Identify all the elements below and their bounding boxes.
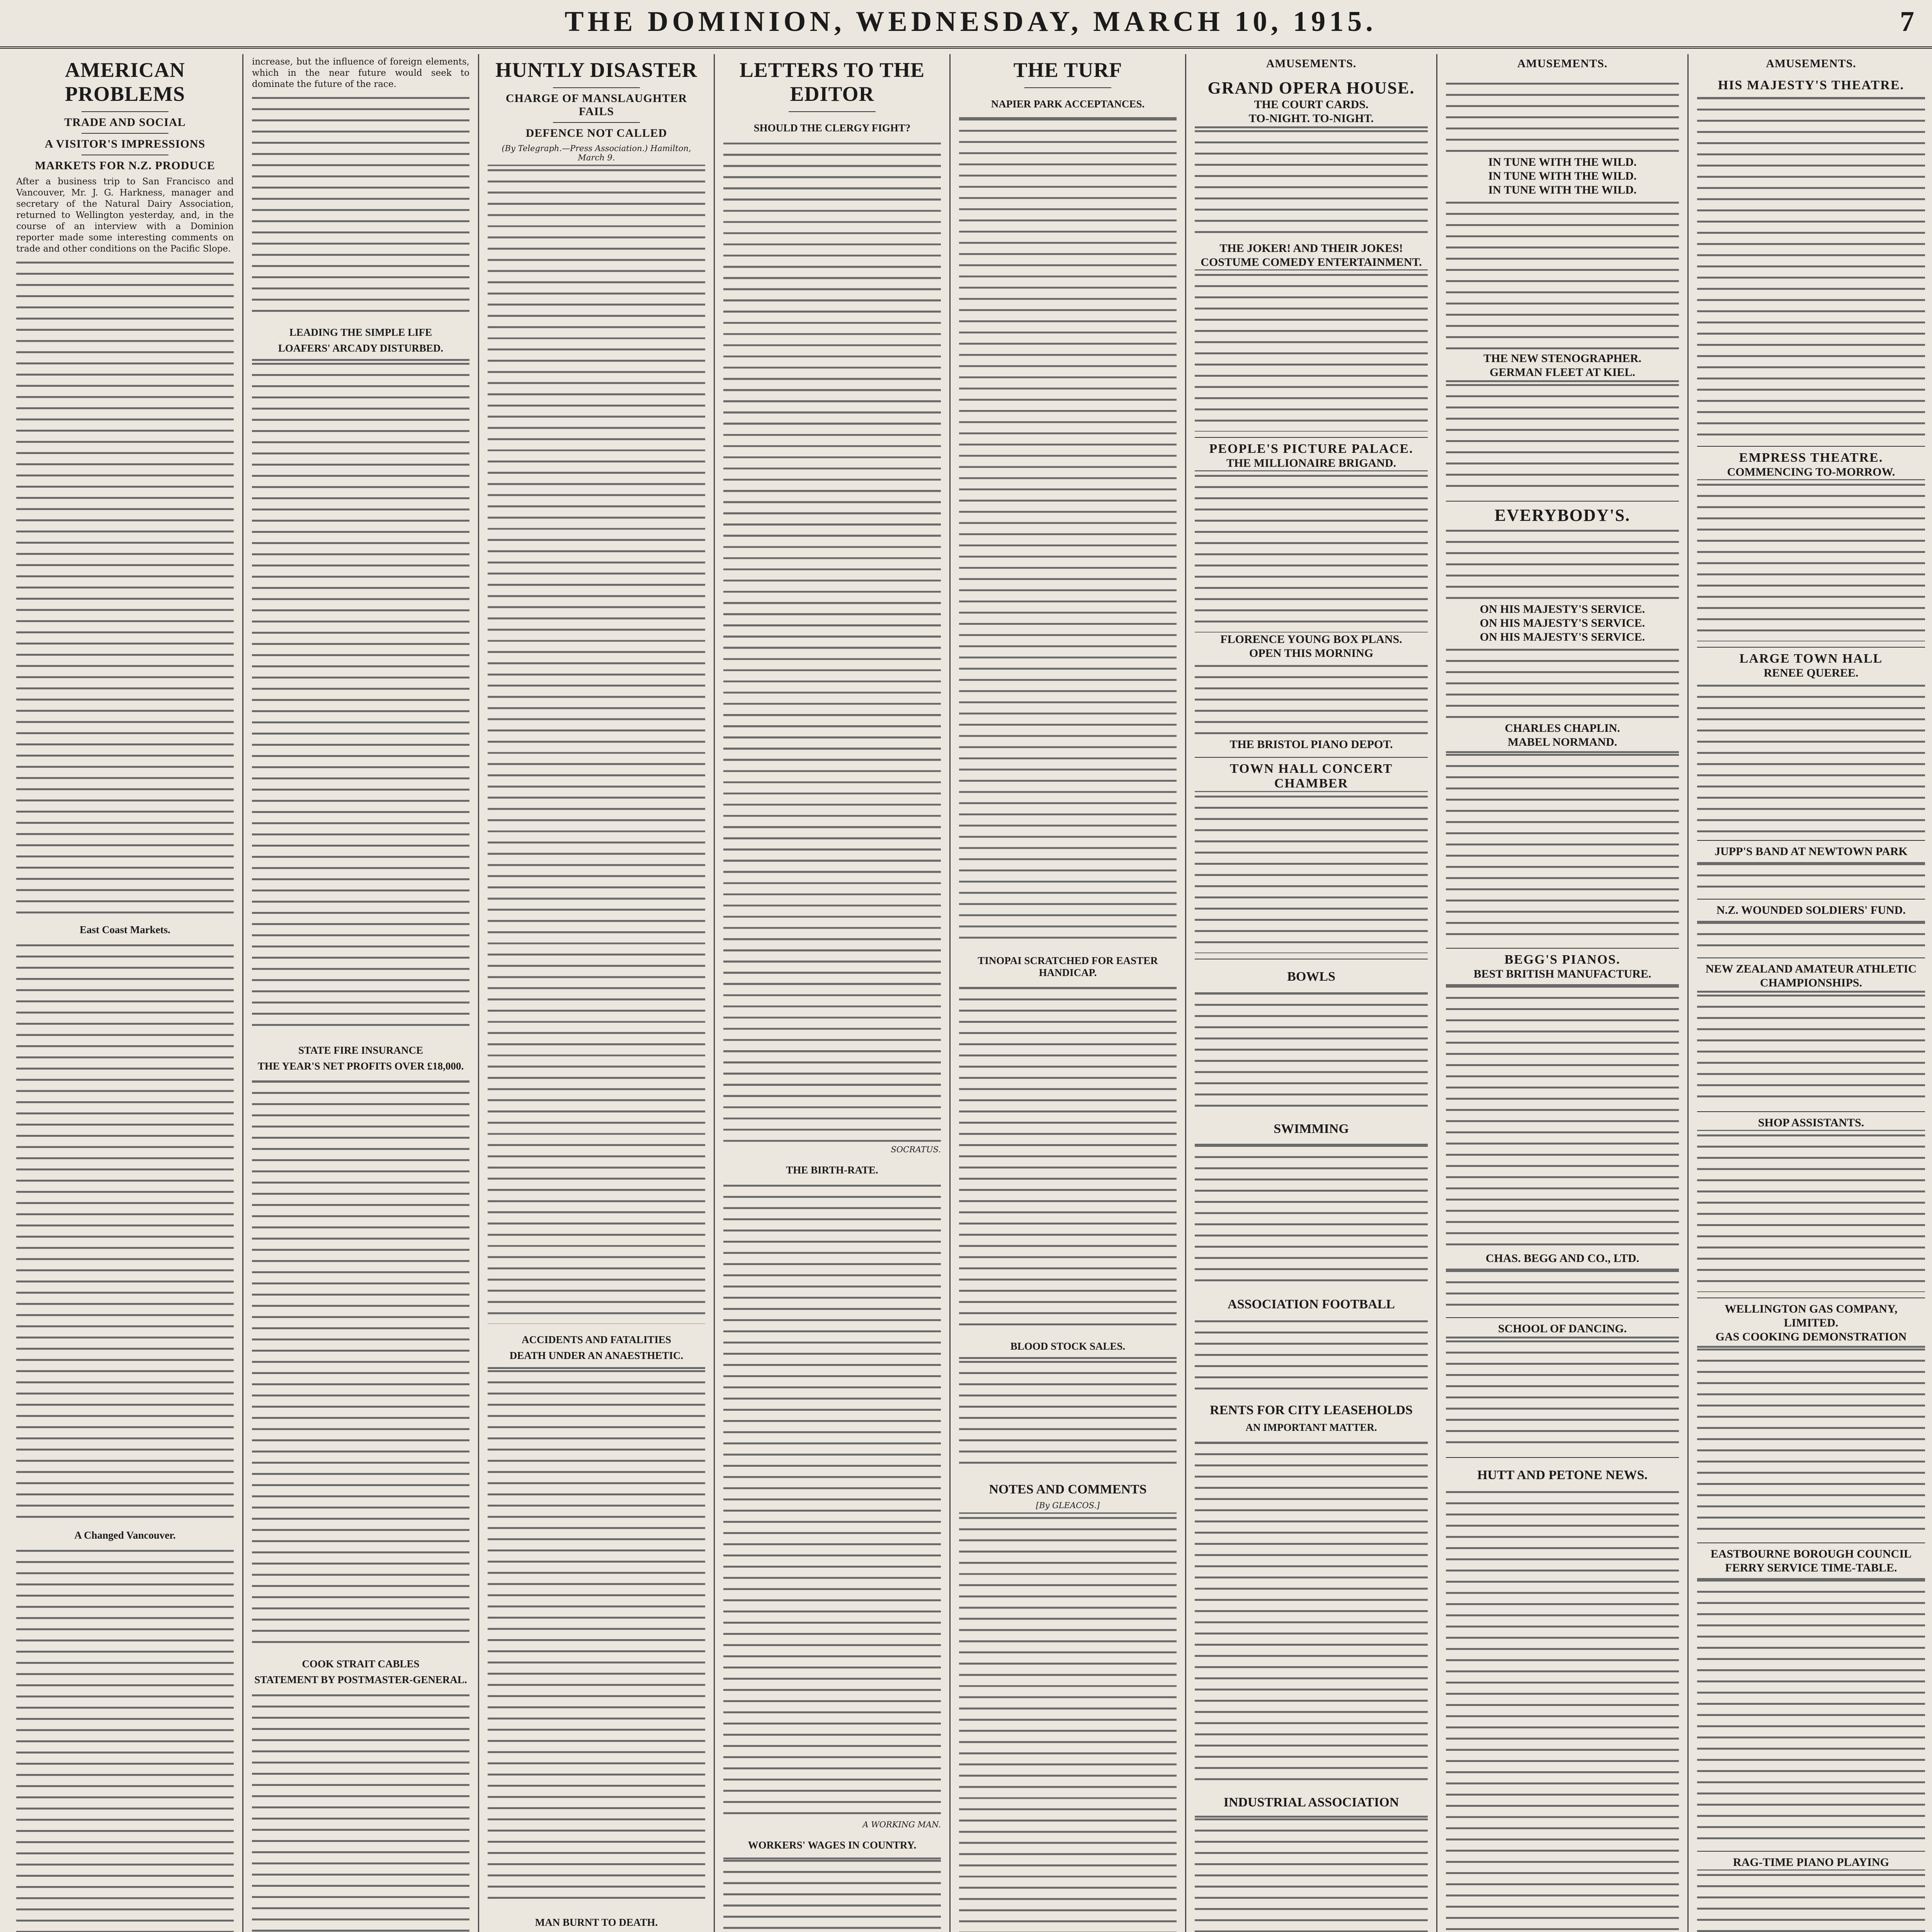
ad-line: IN TUNE WITH THE WILD.	[1488, 156, 1637, 168]
masthead	[0, 0, 1932, 49]
article-body	[959, 1512, 1177, 1932]
amusements-header: AMUSEMENTS.	[1266, 57, 1357, 70]
subsection-loafers: LOAFERS' ARCADY DISTURBED.	[278, 342, 444, 354]
ad-line: GAS COOKING DEMONSTRATION	[1715, 1330, 1907, 1343]
article-body	[16, 940, 234, 1519]
ad-copy	[1697, 479, 1925, 641]
article-body	[16, 1545, 234, 1932]
ad-shop-assistants	[1697, 1112, 1925, 1298]
ad-copy	[1446, 78, 1679, 155]
article-body	[959, 1356, 1177, 1472]
headline-huntly-disaster: HUNTLY DISASTER	[495, 58, 697, 82]
ad-line: THE COURT CARDS.	[1254, 98, 1369, 111]
ad-line: NEW ZEALAND AMATEUR ATHLETIC CHAMPIONSHIPS.	[1706, 963, 1917, 989]
ad-copy	[1446, 749, 1679, 942]
ad-title: PEOPLE'S PICTURE PALACE.	[1209, 442, 1413, 456]
section-man-burnt: MAN BURNT TO DEATH.	[535, 1917, 658, 1929]
article-body	[959, 983, 1177, 1330]
ad-line: WELLINGTON GAS COMPANY, LIMITED.	[1725, 1303, 1898, 1329]
section-association-football: ASSOCIATION FOOTBALL	[1228, 1297, 1395, 1311]
article-body	[488, 165, 705, 1324]
subsection-postmaster-general: STATEMENT BY POSTMASTER-GENERAL.	[254, 1674, 467, 1685]
section-swimming: SWIMMING	[1274, 1122, 1349, 1136]
ad-line: IN TUNE WITH THE WILD.	[1488, 184, 1637, 196]
byline-gleacos: [By GLEACOS.]	[1036, 1501, 1100, 1510]
letter-body	[723, 1180, 941, 1818]
page-number: 7	[1900, 6, 1914, 37]
section-simple-life: LEADING THE SIMPLE LIFE	[289, 327, 432, 338]
section-accidents: ACCIDENTS AND FATALITIES	[521, 1334, 672, 1346]
column-huntly-disaster	[479, 54, 715, 1932]
ad-copy	[1446, 197, 1679, 352]
ad-line: MABEL NORMAND.	[1507, 736, 1617, 748]
ad-line: CHARLES CHAPLIN.	[1505, 722, 1620, 735]
section-napier-acceptances: NAPIER PARK ACCEPTANCES.	[991, 98, 1145, 110]
ad-line: THE BRISTOL PIANO DEPOT.	[1230, 738, 1393, 751]
section-clergy-fight: SHOULD THE CLERGY FIGHT?	[753, 122, 911, 134]
ad-copy	[1446, 644, 1679, 721]
article-body	[252, 358, 469, 1034]
ad-line: THE JOKER! AND THEIR JOKES!	[1219, 242, 1403, 255]
article-body	[488, 1366, 705, 1906]
ad-line: SHOP ASSISTANTS.	[1758, 1116, 1864, 1129]
ad-copy	[1446, 1336, 1679, 1452]
article-body	[16, 257, 234, 914]
article-body	[1195, 1814, 1428, 1932]
article-body	[1195, 1316, 1428, 1393]
ad-copy	[1446, 981, 1679, 1252]
amusements-header: AMUSEMENTS.	[1517, 57, 1608, 70]
ad-line: FLORENCE YOUNG BOX PLANS.	[1220, 633, 1402, 646]
section-east-coast-markets: East Coast Markets.	[80, 924, 170, 936]
ad-eastbourne-borough	[1697, 1543, 1925, 1852]
section-birth-rate: THE BIRTH-RATE.	[786, 1164, 878, 1176]
section-notes-comments: NOTES AND COMMENTS	[989, 1482, 1147, 1497]
article-body	[959, 114, 1177, 945]
divider	[553, 87, 640, 88]
section-bowls: BOWLS	[1287, 969, 1335, 984]
ad-athletic-championships	[1697, 958, 1925, 1112]
ad-line: RAG-TIME PIANO PLAYING	[1733, 1856, 1889, 1869]
ad-copy	[1195, 269, 1428, 432]
ad-line: EASTBOURNE BOROUGH COUNCIL	[1710, 1548, 1912, 1560]
ad-copy	[1697, 1344, 1925, 1537]
ad-copy	[1697, 1575, 1925, 1845]
section-cook-strait-cables: COOK STRAIT CABLES	[302, 1658, 420, 1670]
amusements-header: AMUSEMENTS.	[1766, 57, 1856, 70]
ad-copy	[1697, 1130, 1925, 1292]
letter-signature: A WORKING MAN.	[862, 1820, 941, 1830]
ad-copy	[1697, 859, 1925, 893]
ad-line: FERRY SERVICE TIME-TABLE.	[1725, 1561, 1897, 1574]
ad-line: OPEN THIS MORNING	[1249, 647, 1374, 660]
section-blood-stock: BLOOD STOCK SALES.	[1010, 1340, 1126, 1352]
ad-line: COMMENCING TO-MORROW.	[1727, 466, 1895, 478]
ad-copy	[1697, 990, 1925, 1106]
divider	[1024, 87, 1111, 88]
section-state-fire-insurance: STATE FIRE INSURANCE	[298, 1044, 423, 1056]
letter-body	[723, 1855, 941, 1932]
ad-ragtime-piano	[1697, 1852, 1925, 1932]
ad-title: BEGG'S PIANOS.	[1504, 952, 1621, 967]
dateline: (By Telegraph.—Press Association.) Hamilton, March 9.	[502, 144, 691, 163]
article-body	[252, 1690, 469, 1932]
letter-body	[723, 138, 941, 1143]
ad-line: TO-NIGHT. TO-NIGHT.	[1248, 112, 1374, 125]
ad-copy	[1446, 1265, 1679, 1312]
ad-line: THE NEW STENOGRAPHER.	[1483, 352, 1641, 365]
ad-his-majestys-theatre	[1697, 74, 1925, 447]
column-amusements-3	[1689, 54, 1932, 1932]
divider	[82, 133, 168, 134]
ad-line: BEST BRITISH MANUFACTURE.	[1473, 968, 1651, 980]
article-body	[1195, 988, 1428, 1112]
letter-signature: SOCRATUS.	[891, 1145, 941, 1155]
ad-line: IN TUNE WITH THE WILD.	[1488, 170, 1637, 182]
column-two	[243, 54, 479, 1932]
ad-beggs-pianos	[1446, 949, 1679, 1318]
divider	[82, 111, 168, 112]
ad-wounded-soldiers-fund	[1697, 900, 1925, 958]
article-lead: After a business trip to San Francisco and Vancouver, Mr. J. G. Harkness, manager and secretary of the Natural Dairy Association, returned to Wellington yesterday, and, in the course of an interview with a Dominion reporter made some interesting comments on trade and other conditions on the Pacific Slope.	[16, 177, 234, 254]
column-amusements-2	[1437, 54, 1689, 1932]
ad-title: EMPRESS THEATRE.	[1739, 451, 1883, 465]
section-tinopai: TINOPAI SCRATCHED FOR EASTER HANDICAP.	[978, 955, 1158, 979]
ad-copy	[1195, 126, 1428, 242]
ad-copy	[1697, 1869, 1925, 1932]
ad-line: ON HIS MAJESTY'S SERVICE.	[1480, 617, 1645, 629]
ad-line: RENEE QUEREE.	[1764, 667, 1859, 679]
ad-copy	[1697, 93, 1925, 440]
section-workers-wages: WORKERS' WAGES IN COUNTRY.	[748, 1839, 917, 1851]
ad-large-town-hall	[1697, 648, 1925, 841]
divider	[789, 111, 876, 112]
subsection-important-matter: AN IMPORTANT MATTER.	[1245, 1422, 1377, 1433]
ad-line: CHAS. BEGG AND CO., LTD.	[1485, 1252, 1639, 1265]
kicker-defence: DEFENCE NOT CALLED	[526, 127, 667, 140]
ad-line: ON HIS MAJESTY'S SERVICE.	[1480, 603, 1645, 616]
ad-copy	[1195, 660, 1428, 738]
ad-line: SCHOOL OF DANCING.	[1498, 1322, 1627, 1335]
divider	[553, 122, 640, 123]
subsection-anaesthetic: DEATH UNDER AN ANAESTHETIC.	[509, 1350, 684, 1362]
column-american-problems	[8, 54, 243, 1932]
column-turf	[951, 54, 1186, 1932]
section-rents-leaseholds: RENTS FOR CITY LEASEHOLDS	[1210, 1403, 1413, 1417]
ad-copy	[1697, 917, 1925, 952]
ad-title: HIS MAJESTY'S THEATRE.	[1718, 78, 1905, 92]
ad-line: N.Z. WOUNDED SOLDIERS' FUND.	[1716, 904, 1906, 917]
column-letters	[715, 54, 951, 1932]
ad-school-of-dancing	[1446, 1318, 1679, 1458]
ad-title: GRAND OPERA HOUSE.	[1208, 78, 1415, 97]
headline-american-problems: AMERICAN PROBLEMS	[65, 58, 185, 106]
subsection-net-profits: THE YEAR'S NET PROFITS OVER £18,000.	[257, 1060, 464, 1072]
ad-grand-opera-house	[1195, 74, 1428, 438]
ad-jupps-band	[1697, 841, 1925, 900]
ad-in-tune-with-wild	[1446, 74, 1679, 502]
ad-title: TOWN HALL CONCERT CHAMBER	[1230, 762, 1393, 791]
article-body	[1195, 1437, 1428, 1785]
ad-title: EVERYBODY'S.	[1494, 506, 1631, 525]
ad-copy	[1697, 680, 1925, 835]
ad-copy	[1446, 525, 1679, 602]
column-amusements-1	[1186, 54, 1437, 1932]
ad-town-hall-concert	[1195, 758, 1428, 959]
article-body	[1195, 1140, 1428, 1287]
ad-copy	[1195, 791, 1428, 953]
ad-line: THE MILLIONAIRE BRIGAND.	[1226, 457, 1396, 469]
masthead-title: THE DOMINION, WEDNESDAY, MARCH 10, 1915.	[565, 6, 1377, 37]
article-continued: increase, but the influence of foreign elements, which in the near future would seek to dominate the future of the race.	[252, 57, 469, 89]
article-body	[1446, 1486, 1679, 1932]
ad-line: COSTUME COMEDY ENTERTAINMENT.	[1201, 256, 1422, 269]
ad-wellington-gas-company	[1697, 1298, 1925, 1543]
headline-turf: THE TURF	[1013, 58, 1122, 82]
subheadline-manslaughter: CHARGE OF MANSLAUGHTER FAILS	[505, 92, 687, 118]
subheadline-trade-social: TRADE AND SOCIAL	[64, 116, 186, 129]
ad-line: GERMAN FLEET AT KIEL.	[1490, 366, 1635, 379]
ad-line: JUPP'S BAND AT NEWTOWN PARK	[1714, 845, 1908, 858]
article-body	[252, 92, 469, 316]
ad-peoples-picture-palace	[1195, 438, 1428, 758]
section-changed-vancouver: A Changed Vancouver.	[74, 1529, 176, 1541]
kicker-markets: MARKETS FOR N.Z. PRODUCE	[35, 159, 215, 172]
section-hutt-petone-news: HUTT AND PETONE NEWS.	[1477, 1468, 1648, 1482]
headline-letters: LETTERS TO THE EDITOR	[739, 58, 925, 106]
ad-empress-theatre	[1697, 447, 1925, 648]
ad-everybodys	[1446, 502, 1679, 949]
kicker-visitor-impressions: A VISITOR'S IMPRESSIONS	[44, 138, 206, 151]
section-industrial-association: INDUSTRIAL ASSOCIATION	[1223, 1795, 1399, 1810]
ad-copy	[1195, 470, 1428, 633]
ad-line: ON HIS MAJESTY'S SERVICE.	[1480, 631, 1645, 643]
ad-copy	[1446, 379, 1679, 495]
article-body	[252, 1076, 469, 1648]
ad-title: LARGE TOWN HALL	[1739, 651, 1883, 666]
